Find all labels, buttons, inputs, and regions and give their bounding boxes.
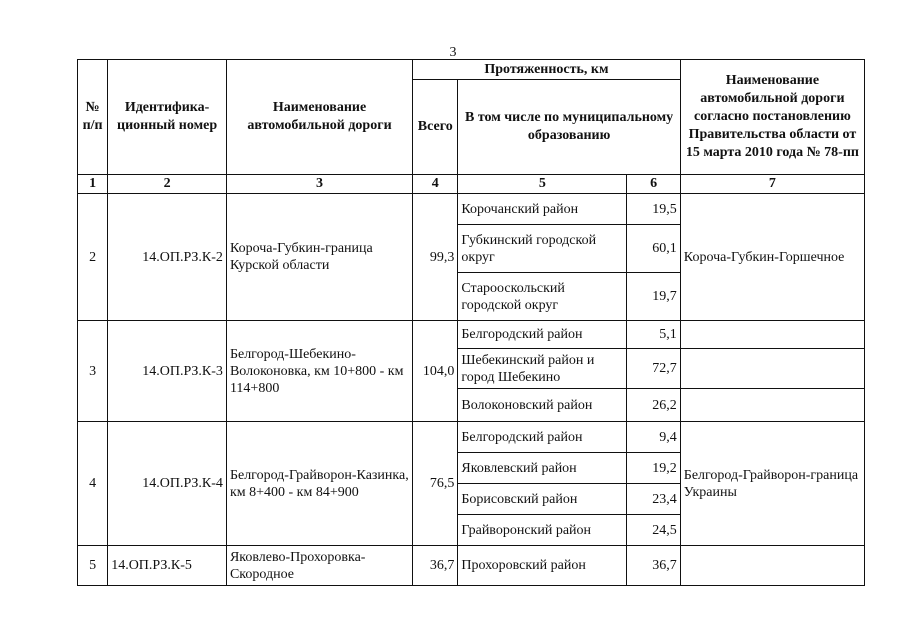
- road-name: Яковлево-Прохоровка-Скородное: [226, 546, 412, 586]
- column-number: 1: [78, 175, 108, 194]
- resolution-road-name: [680, 321, 864, 349]
- road-id: 14.ОП.РЗ.К-3: [108, 321, 227, 422]
- header-road-name: Наименование автомобильной дороги: [226, 60, 412, 175]
- segment-km: 24,5: [627, 515, 680, 546]
- segment-km: 19,2: [627, 453, 680, 484]
- table-row: [78, 194, 865, 225]
- resolution-road-name: [680, 546, 864, 586]
- segment-km: 36,7: [627, 546, 680, 586]
- municipality: Корочанский район: [458, 194, 627, 225]
- roads-table: [77, 59, 865, 586]
- road-total-km: 36,7: [413, 546, 458, 586]
- empty-cell: [680, 349, 864, 389]
- header-resolution-name: Наименование автомобильной дороги согласно постановлению Правительства области от 15 марта 2010 года № 78-пп: [680, 60, 864, 175]
- segment-km: 72,7: [627, 349, 680, 389]
- road-total-km: 104,0: [413, 321, 458, 422]
- municipality: Старооскольский городской округ: [458, 273, 627, 321]
- municipality: Губкинский городской округ: [458, 225, 627, 273]
- column-number: 6: [627, 175, 680, 194]
- municipality: Волоконовский район: [458, 389, 627, 422]
- road-name: Белгород-Грайворон-Казинка, км 8+400 - км 84+900: [226, 422, 412, 546]
- column-number-row: [78, 175, 865, 194]
- column-number: 5: [458, 175, 627, 194]
- municipality: Прохоровский район: [458, 546, 627, 586]
- header-row-1: [78, 60, 865, 80]
- segment-km: 60,1: [627, 225, 680, 273]
- column-number: 4: [413, 175, 458, 194]
- column-number: 3: [226, 175, 412, 194]
- segment-km: 19,7: [627, 273, 680, 321]
- segment-km: 19,5: [627, 194, 680, 225]
- road-number: 2: [78, 194, 108, 321]
- road-id: 14.ОП.РЗ.К-5: [108, 546, 227, 586]
- municipality: Грайворонский район: [458, 515, 627, 546]
- road-id: 14.ОП.РЗ.К-4: [108, 422, 227, 546]
- page-number: 3: [449, 45, 457, 60]
- resolution-road-name: Короча-Губкин-Горшечное: [680, 194, 864, 321]
- municipality: Белгородский район: [458, 422, 627, 453]
- road-total-km: 76,5: [413, 422, 458, 546]
- column-number: 7: [680, 175, 864, 194]
- municipality: Яковлевский район: [458, 453, 627, 484]
- road-number: 5: [78, 546, 108, 586]
- empty-cell: [680, 389, 864, 422]
- header-total: Всего: [413, 80, 458, 175]
- municipality: Борисовский район: [458, 484, 627, 515]
- table-row: [78, 422, 865, 453]
- header-by-municipality: В том числе по муниципальному образованию: [458, 80, 680, 175]
- road-number: 3: [78, 321, 108, 422]
- segment-km: 9,4: [627, 422, 680, 453]
- resolution-road-name: Белгород-Грайворон-граница Украины: [680, 422, 864, 546]
- municipality: Шебекинский район и город Шебекино: [458, 349, 627, 389]
- table-row: [78, 546, 865, 586]
- column-number: 2: [108, 175, 227, 194]
- road-name: Короча-Губкин-граница Курской области: [226, 194, 412, 321]
- segment-km: 26,2: [627, 389, 680, 422]
- road-number: 4: [78, 422, 108, 546]
- road-id: 14.ОП.РЗ.К-2: [108, 194, 227, 321]
- road-name: Белгород-Шебекино-Волоконовка, км 10+800 - км 114+800: [226, 321, 412, 422]
- municipality: Белгородский район: [458, 321, 627, 349]
- header-id-number: Идентифика-ционный номер: [108, 60, 227, 175]
- header-length: Протяженность, км: [413, 60, 681, 80]
- segment-km: 5,1: [627, 321, 680, 349]
- segment-km: 23,4: [627, 484, 680, 515]
- header-no: № п/п: [78, 60, 108, 175]
- table-row: [78, 321, 865, 349]
- road-total-km: 99,3: [413, 194, 458, 321]
